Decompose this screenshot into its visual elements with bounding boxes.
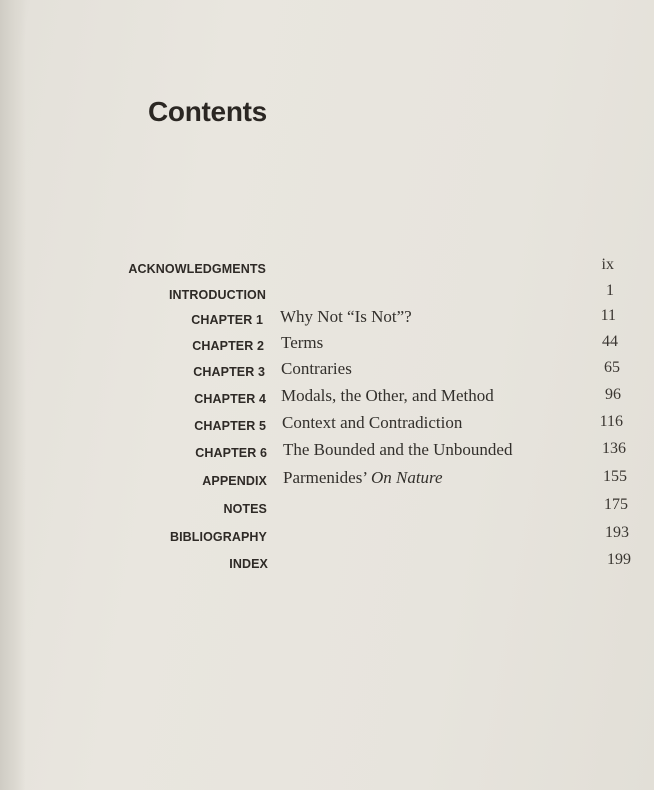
toc-entry-chapter-3	[0, 359, 654, 383]
toc-entry-chapter-1	[0, 307, 654, 331]
toc-entry-page-number: 96	[605, 386, 621, 403]
toc-entry-index	[0, 551, 654, 575]
toc-entry-label: INDEX	[229, 557, 268, 571]
toc-entry-label: CHAPTER 6	[195, 446, 267, 460]
toc-entry-appendix	[0, 468, 654, 492]
toc-entry-page-number: 155	[603, 468, 627, 485]
toc-entry-label: INTRODUCTION	[168, 288, 266, 302]
toc-entry-page-number: 44	[602, 333, 618, 350]
toc-entry-page-number: 116	[599, 413, 623, 430]
toc-entry-title: Terms	[281, 333, 324, 352]
toc-entry-label: CHAPTER 4	[194, 392, 266, 406]
toc-entry-page-number: 136	[602, 440, 626, 457]
toc-entry-title: Contraries	[281, 359, 352, 378]
contents-heading: Contents	[148, 96, 267, 127]
toc-entry-chapter-5	[0, 413, 654, 437]
toc-entry-page-number: 175	[604, 496, 628, 513]
toc-entry-chapter-4	[0, 386, 654, 410]
toc-entry-page-number: 193	[605, 524, 629, 541]
toc-entry-label: NOTES	[223, 502, 267, 516]
toc-entry-label: CHAPTER 2	[192, 339, 264, 353]
toc-entry-label: ACKNOWLEDGMENTS	[128, 262, 266, 276]
toc-entry-title-italic: On Nature	[370, 468, 443, 487]
toc-entry-title: The Bounded and the Unbounded	[283, 440, 513, 459]
toc-entry-notes	[0, 496, 654, 520]
toc-entry-page-number: 199	[607, 551, 631, 568]
toc-entry-page-number: 11	[600, 307, 616, 324]
toc-entry-introduction	[0, 282, 654, 306]
toc-entry-label: BIBLIOGRAPHY	[169, 530, 267, 544]
toc-entry-chapter-2	[0, 333, 654, 357]
toc-entry-chapter-6	[0, 440, 654, 464]
toc-entry-acknowledgments	[0, 256, 654, 280]
toc-entry-page-number: 1	[606, 282, 614, 299]
toc-entry-label: APPENDIX	[202, 474, 267, 488]
toc-entry-title-prefix: Parmenides’	[283, 468, 371, 487]
toc-entry-label: CHAPTER 5	[194, 419, 266, 433]
toc-entry-title: Modals, the Other, and Method	[281, 386, 494, 405]
toc-entry-title: Context and Contradiction	[282, 413, 463, 432]
toc-entry-bibliography	[0, 524, 654, 548]
toc-entry-page-number: 65	[604, 359, 620, 376]
toc-entry-label: CHAPTER 1	[191, 313, 263, 327]
toc-entry-title: Why Not “Is Not”?	[280, 307, 412, 326]
toc-entry-label: CHAPTER 3	[193, 365, 265, 379]
toc-entry-title	[283, 468, 443, 488]
toc-entry-page-number: ix	[601, 256, 614, 273]
